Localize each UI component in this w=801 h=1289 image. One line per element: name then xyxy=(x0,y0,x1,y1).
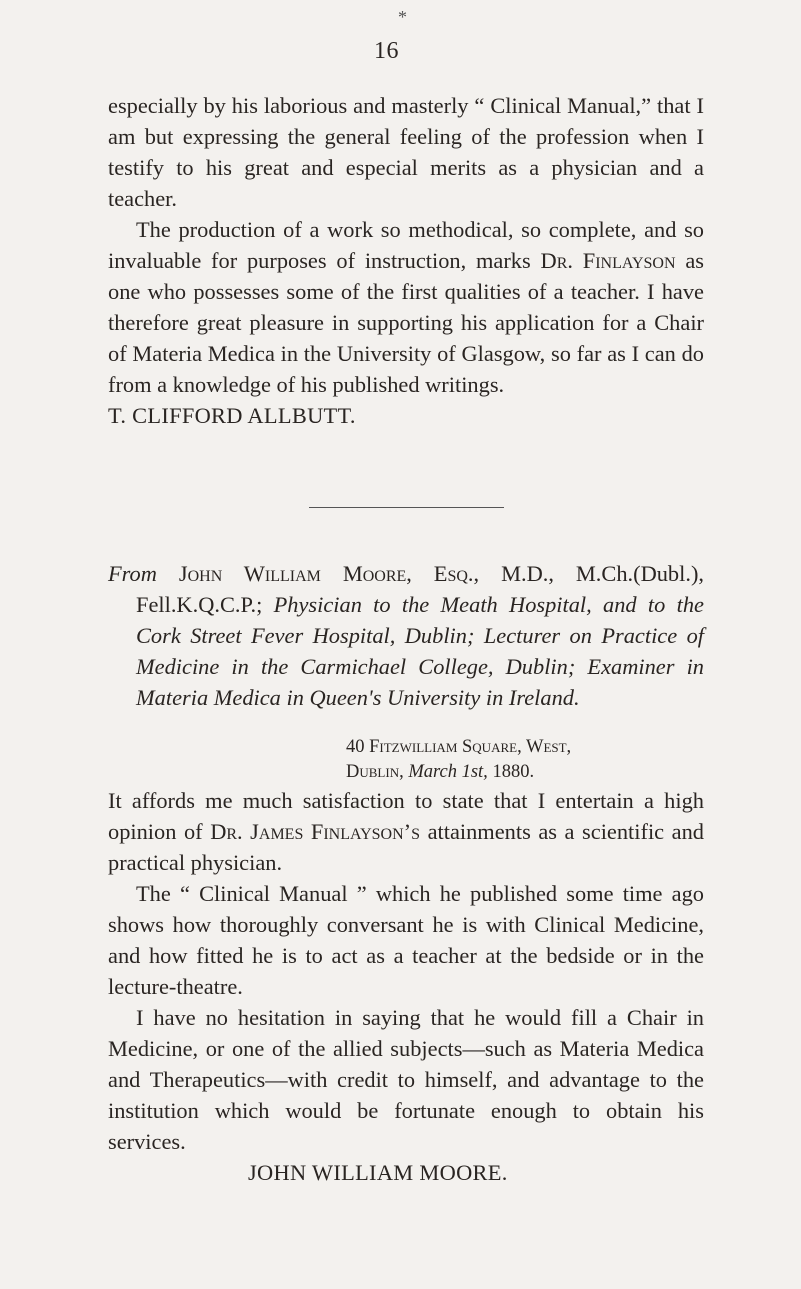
letter1-paragraph-2-text-b: as one who possesses some of the first qualities of a teacher. I have therefore great pleasure in supporting his application for a Chair of Materia Medica in the University of Glasgow, so far as I can do from a knowledge of his published writings. xyxy=(108,248,704,397)
address-line: 40 Fitzwilliam Square, West, xyxy=(346,737,572,757)
doctor-name-possessive: Dr. James Finlayson’s xyxy=(210,819,421,844)
address-year: 1880. xyxy=(492,762,535,782)
page-number: 16 xyxy=(374,38,399,64)
letter2-paragraph-1-text-b: attainments as a scientific and practical physician. xyxy=(108,819,704,875)
letter2-paragraph-3: I have no hesitation in saying that he would fill a Chair in Medicine, or one of the allied subjects—such as Materia Medica and Therapeutics—with credit to himself, and advantage to the institution which would be fortunate enough to obtain his services. xyxy=(108,1005,704,1154)
printer-mark: * xyxy=(398,7,407,27)
letter2-paragraph-2: The “ Clinical Manual ” which he published some time ago shows how thoroughly conversant he is with Clinical Medicine, and how fitted he is to act as a teacher at the bedside or in the lecture-theatre. xyxy=(108,881,704,999)
letter2-signature: JOHN WILLIAM MOORE. xyxy=(248,1160,508,1185)
address-date-line xyxy=(346,760,704,785)
letter2-paragraph-1-text-a: It affords me much satisfaction to state that I entertain a high opinion of xyxy=(108,788,704,844)
author-titles: Physician to the Meath Hospital, and to the Cork Street Fever Hospital, Dublin; Lecturer on Practice of Medicine in the Carmichael College, Dublin; Examiner in Materia Medica in Queen's University in Ireland. xyxy=(136,592,704,710)
author-name: John William Moore, Esq., xyxy=(178,561,480,586)
letter1-paragraph-2 xyxy=(108,214,704,400)
letter2-heading xyxy=(108,558,704,713)
page-body xyxy=(108,90,704,1188)
section-divider xyxy=(309,507,504,508)
letter2-address xyxy=(108,735,704,785)
letter1-signature: T. CLIFFORD ALLBUTT. xyxy=(108,403,356,428)
letter2-paragraph-1 xyxy=(108,785,704,878)
letter1-paragraph-1: especially by his laborious and masterly “ Clinical Manual,” that I am but expressing the general feeling of the profession when I testify to his great and especial merits as a physician and a teacher. xyxy=(108,93,704,211)
author-degrees: M.D., M.Ch.(Dubl.), Fell.K.Q.C.P.; xyxy=(136,561,704,617)
address-city: Dublin, xyxy=(346,762,404,782)
address-date: March 1st, xyxy=(408,762,488,782)
from-label: From xyxy=(108,561,157,586)
letter1-paragraph-2-text-a: The production of a work so methodical, so complete, and so invaluable for purposes of instruction, marks xyxy=(108,217,704,273)
doctor-name: Dr. Finlayson xyxy=(540,248,676,273)
